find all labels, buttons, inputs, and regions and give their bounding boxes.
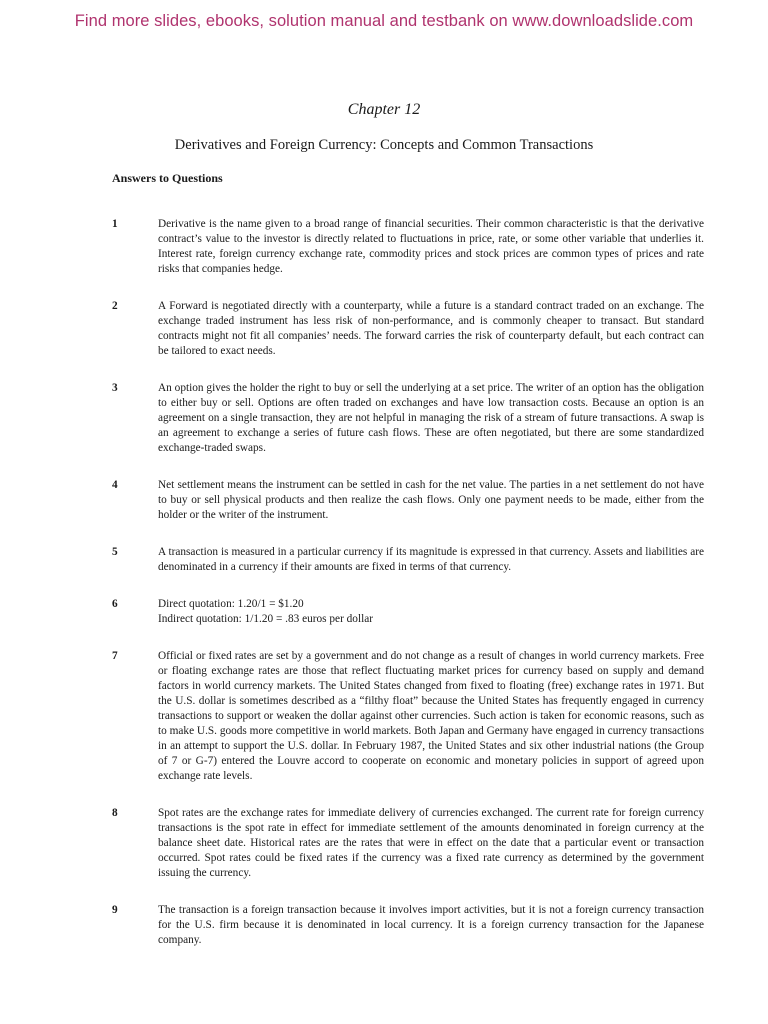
indirect-quotation-line: Indirect quotation: 1/1.20 = .83 euros per dollar (158, 613, 373, 625)
answer-item-6 (112, 597, 704, 627)
answer-number: 3 (112, 382, 118, 394)
answer-text: The transaction is a foreign transaction because it involves import activities, but it is not a foreign currency transaction for the U.S. firm because it is denominated in local currency. It is a foreign currency transaction for the Japanese company. (158, 904, 704, 946)
answer-item-2 (112, 299, 704, 359)
answer-number: 5 (112, 546, 118, 558)
section-heading: Answers to Questions (112, 171, 223, 185)
download-banner[interactable]: Find more slides, ebooks, solution manual and testbank on www.downloadslide.com (74, 12, 694, 30)
answer-text: Net settlement means the instrument can be settled in cash for the net value. The parties in a net settlement do not have to buy or sell physical products and then realize the cash flows. Only one payment needs to be made, either from the holder or the writer of the instrument. (158, 479, 704, 521)
answer-item-5 (112, 545, 704, 575)
answer-text: A Forward is negotiated directly with a counterparty, while a future is a standard contract traded on an exchange. The exchange traded instrument has less risk of non-performance, and is commonly cheaper to transact. But standard contracts might not fit all companies’ needs. The forward carries the risk of counterparty default, but each contract can be tailored to exact needs. (158, 300, 704, 357)
answer-item-4 (112, 478, 704, 523)
answer-item-3 (112, 381, 704, 456)
chapter-title: Derivatives and Foreign Currency: Concepts and Common Transactions (174, 137, 594, 153)
answer-text: Official or fixed rates are set by a government and do not change as a result of changes in world currency markets. Free or floating exchange rates are those that reflect fluctuating market prices for currency based on supply and demand factors in world currency markets. The United States changed from fixed to floating (free) exchange rates in 1971. But the U.S. dollar is sometimes described as a “filthy float” because the United States has frequently engaged in currency transactions to support or weaken the dollar against other currencies. Such action is taken for economic reasons, such as to make U.S. goods more competitive in world markets. Both Japan and Germany have engaged in currency transactions in an attempt to support the U.S. dollar. In February 1987, the United States and six other industrial nations (the Group of 7 or G-7) entered the Louvre accord to cooperate on economic and monetary policies in support of agreed upon exchange rate levels. (158, 650, 704, 782)
answer-number: 7 (112, 650, 118, 662)
answer-text: Derivative is the name given to a broad range of financial securities. Their common characteristic is that the derivative contract’s value to the investor is directly related to fluctuations in price, rate, or some other variable that underlies it. Interest rate, foreign currency exchange rate, commodity prices and stock prices are common types of prices and rate risks that companies hedge. (158, 218, 704, 275)
answer-text: Spot rates are the exchange rates for immediate delivery of currencies exchanged. The current rate for foreign currency transactions is the spot rate in effect for immediate settlement of the amounts denominated in foreign currency at the balance sheet date. Historical rates are the rates that were in effect on the date that a particular event or transaction occurred. Spot rates could be fixed rates if the currency was a fixed rate currency as determined by the government issuing the currency. (158, 807, 704, 879)
answer-number: 1 (112, 218, 118, 230)
answer-text: An option gives the holder the right to buy or sell the underlying at a set price. The writer of an option has the obligation to either buy or sell. Options are often traded on exchanges and have low transaction costs. Because an option is an agreement on a single transaction, they are not helpful in managing the risk of a stream of future transactions. A swap is an agreement to exchange a series of future cash flows. These are often negotiated, but there are some standardized exchange-traded swaps. (158, 382, 704, 454)
answer-text (158, 597, 704, 627)
answers-list (112, 217, 704, 948)
chapter-heading: Chapter 12 (347, 101, 421, 118)
answer-item-1 (112, 217, 704, 277)
answer-item-8 (112, 806, 704, 881)
answer-item-9 (112, 903, 704, 948)
answer-number: 4 (112, 479, 118, 491)
answer-number: 9 (112, 904, 118, 916)
answer-text: A transaction is measured in a particular currency if its magnitude is expressed in that currency. Assets and liabilities are denominated in a currency if their amounts are fixed in terms of that currency. (158, 546, 704, 573)
direct-quotation-line: Direct quotation: 1.20/1 = $1.20 (158, 598, 304, 610)
answer-number: 8 (112, 807, 118, 819)
answer-number: 6 (112, 598, 118, 610)
answer-number: 2 (112, 300, 118, 312)
answer-item-7 (112, 649, 704, 784)
